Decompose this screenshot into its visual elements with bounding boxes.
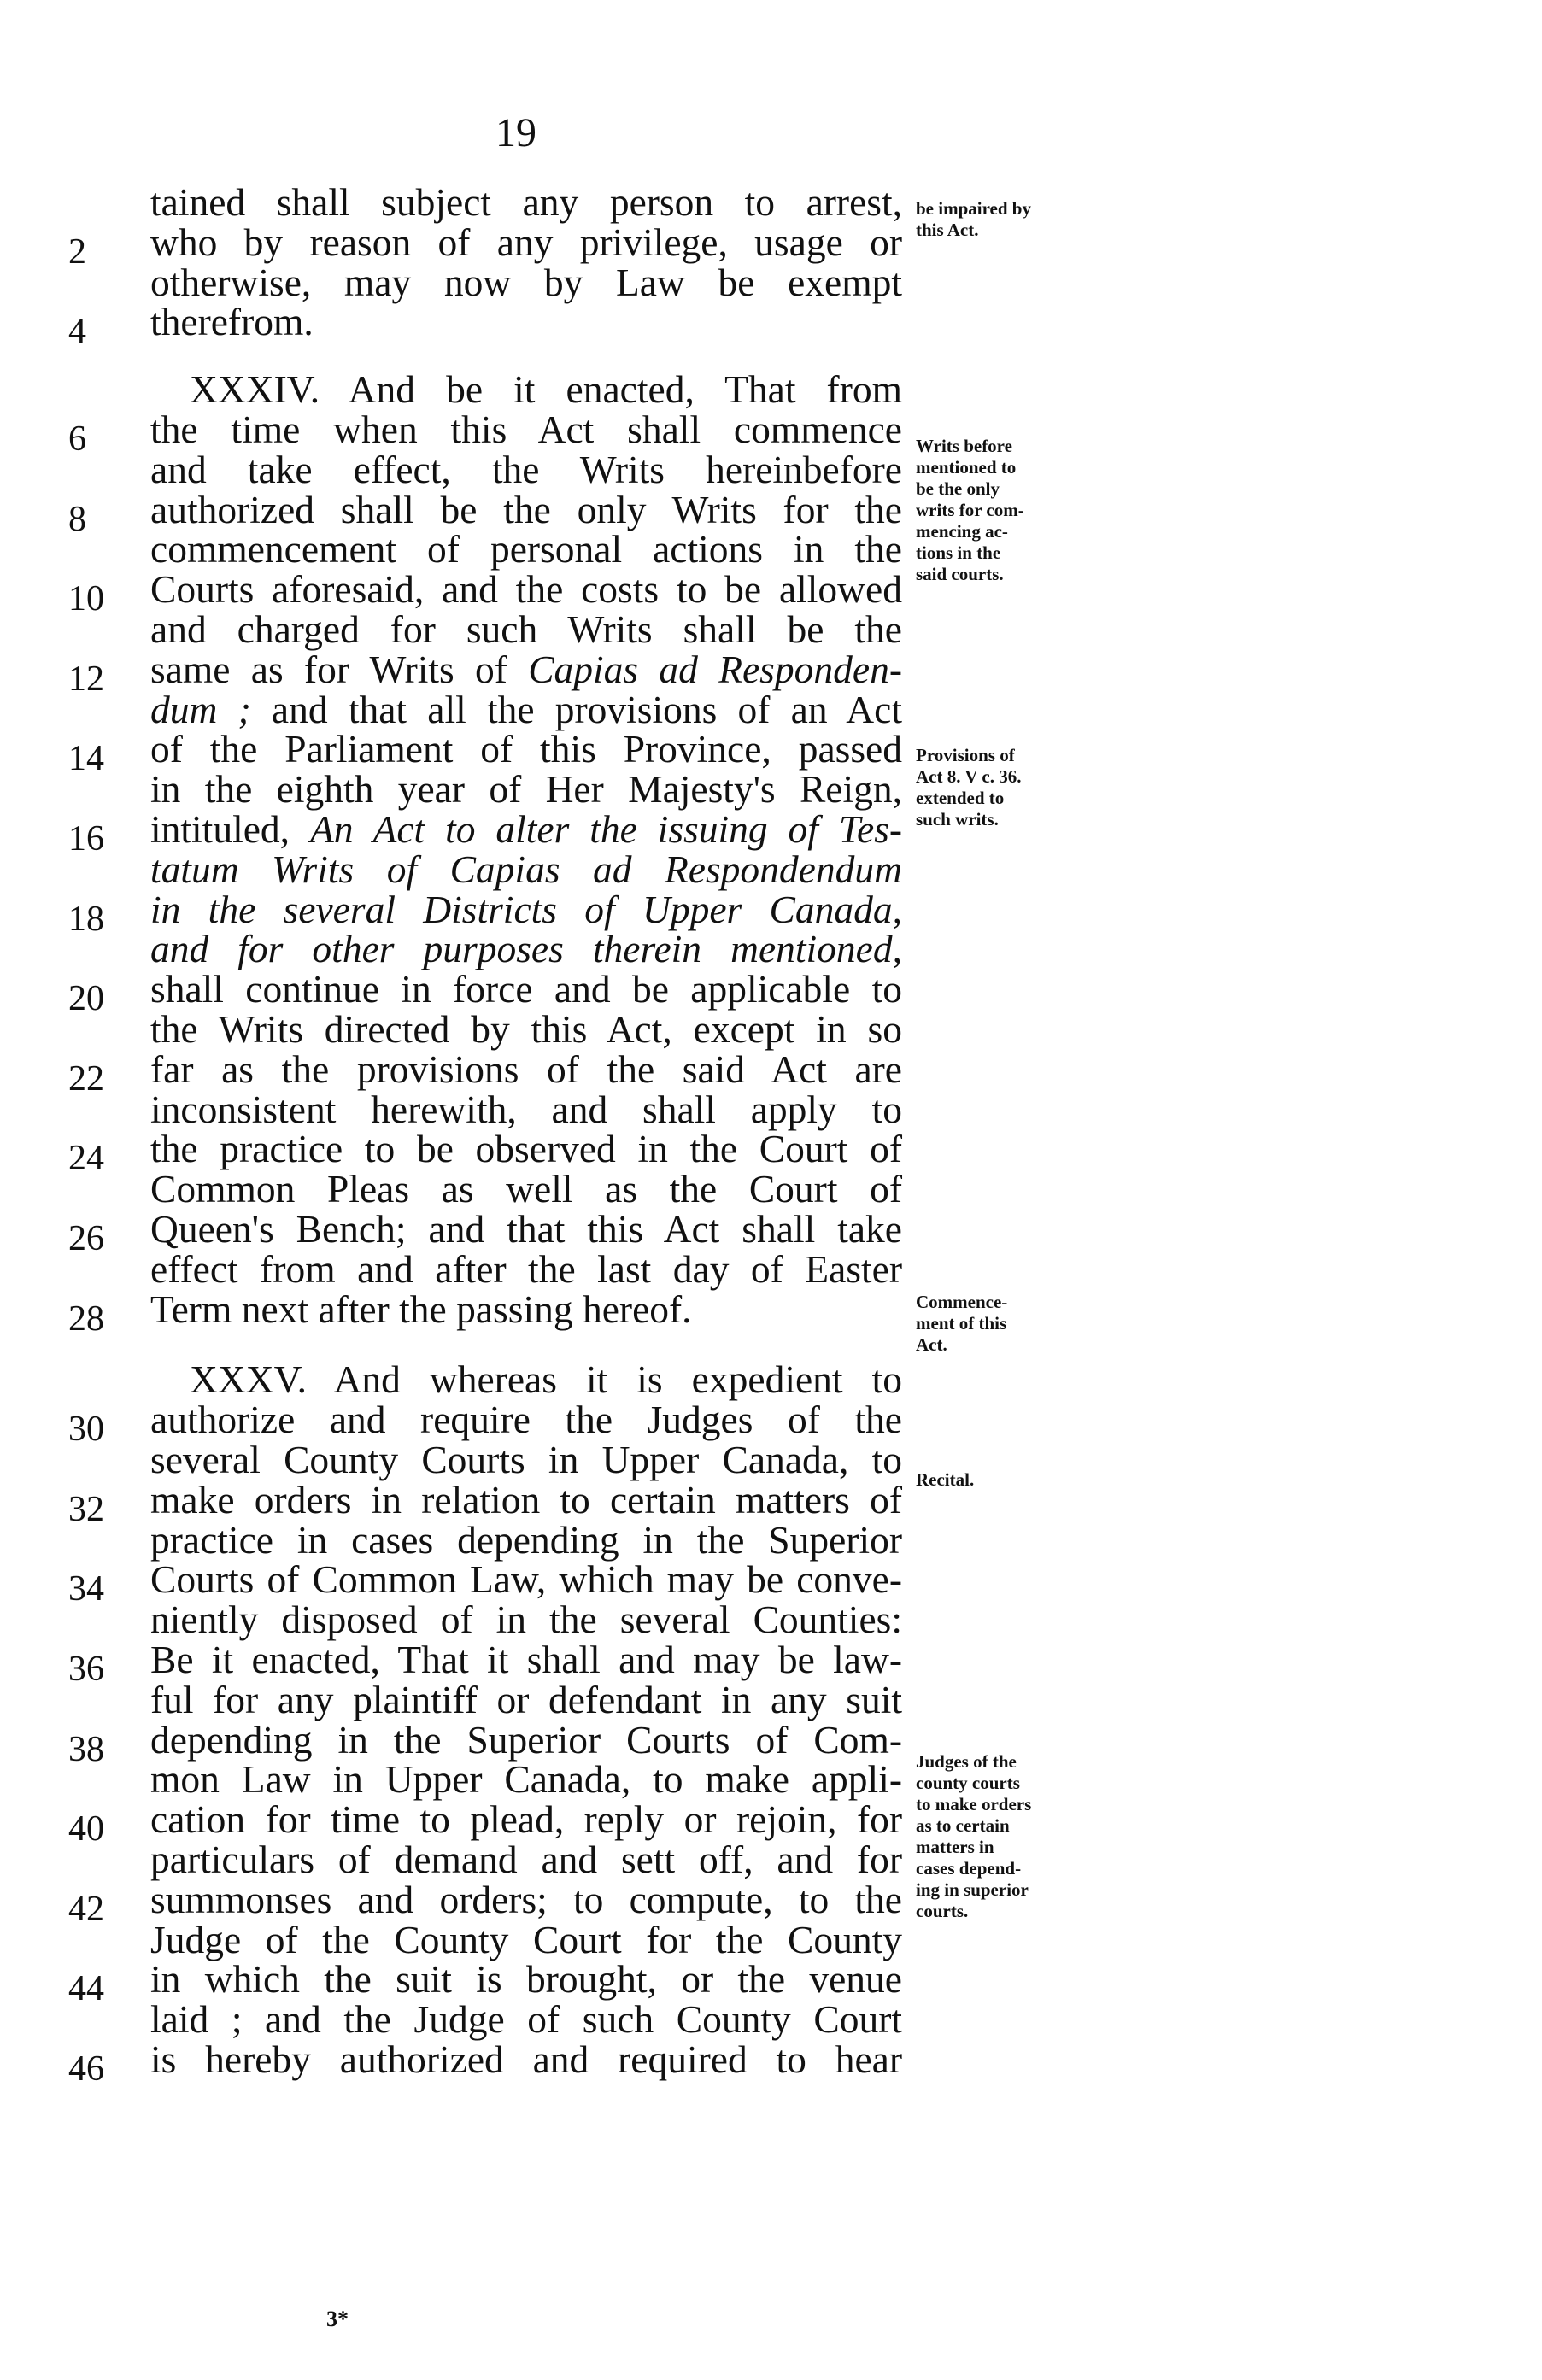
text-line: Be it enacted, That it shall and may be law- bbox=[150, 1638, 902, 1681]
text-line: XXXIV. And be it enacted, That from bbox=[190, 367, 902, 412]
margin-note bbox=[916, 436, 1024, 585]
text-line: mon Law in Upper Canada, to make appli- bbox=[150, 1757, 902, 1802]
line-number: 2 bbox=[68, 232, 86, 272]
margin-note-line: be impaired by bbox=[916, 198, 1031, 219]
text-line: authorized shall be the only Writs for the bbox=[150, 487, 902, 531]
text-line: Courts aforesaid, and the costs to be allowed bbox=[150, 567, 902, 612]
margin-note-line: Writs before bbox=[916, 436, 1012, 456]
margin-note-line: writs for com- bbox=[916, 500, 1024, 520]
margin-note-line: cases depend- bbox=[916, 1858, 1022, 1879]
margin-note-line: mencing ac- bbox=[916, 521, 1008, 542]
text-line: the practice to be observed in the Court of bbox=[150, 1127, 902, 1171]
line-number: 26 bbox=[68, 1219, 104, 1258]
margin-note-line: Judges of the bbox=[916, 1751, 1017, 1772]
text-line: particulars of demand and sett off, and for bbox=[150, 1838, 902, 1881]
line-number: 20 bbox=[68, 979, 104, 1019]
margin-note-line: Provisions of bbox=[916, 745, 1015, 765]
text-line: therefrom. bbox=[150, 300, 314, 344]
line-number: 10 bbox=[68, 579, 104, 619]
text-line: of the Parliament of this Province, passed bbox=[150, 727, 902, 771]
line-number: 44 bbox=[68, 1969, 104, 2009]
text-line: shall continue in force and be applicable to bbox=[150, 967, 902, 1011]
text-line: is hereby authorized and required to hear bbox=[150, 2037, 902, 2081]
text-line: and charged for such Writs shall be the bbox=[150, 607, 902, 651]
page-number: 19 bbox=[495, 110, 536, 155]
margin-note-line: ment of this bbox=[916, 1313, 1007, 1334]
text-line: and for other purposes therein mentioned, bbox=[150, 927, 902, 971]
text-line: tained shall subject any person to arrest, bbox=[150, 180, 902, 224]
text-line: the Writs directed by this Act, except in so bbox=[150, 1007, 902, 1051]
margin-note-line: Recital. bbox=[916, 1469, 975, 1490]
line-number: 4 bbox=[68, 312, 86, 352]
text-line: intituled, An Act to alter the issuing of Tes- bbox=[150, 807, 902, 851]
margin-note-line: Act 8. V c. 36. bbox=[916, 766, 1022, 787]
text-line: Courts of Common Law, which may be conve- bbox=[150, 1557, 902, 1602]
margin-note bbox=[916, 1292, 1007, 1356]
margin-note-line: said courts. bbox=[916, 564, 1004, 584]
text-line: the time when this Act shall commence bbox=[150, 407, 902, 451]
text-line: Term next after the passing hereof. bbox=[150, 1287, 692, 1331]
line-number: 18 bbox=[68, 899, 104, 939]
text-line: laid ; and the Judge of such County Court bbox=[150, 1997, 902, 2042]
margin-note-line: be the only bbox=[916, 478, 1000, 499]
text-line: make orders in relation to certain matters of bbox=[150, 1477, 902, 1521]
line-number: 8 bbox=[68, 499, 86, 539]
line-number: 16 bbox=[68, 819, 104, 859]
text-line: effect from and after the last day of Easter bbox=[150, 1246, 902, 1291]
margin-note bbox=[916, 1751, 1031, 1922]
line-number: 24 bbox=[68, 1139, 104, 1179]
margin-note-line: ing in superior bbox=[916, 1879, 1029, 1900]
margin-note bbox=[916, 745, 1021, 830]
margin-note-line: matters in bbox=[916, 1837, 994, 1857]
text-line: dum ; and that all the provisions of an Act bbox=[150, 687, 902, 731]
text-line: several County Courts in Upper Canada, to bbox=[150, 1438, 902, 1481]
text-line: XXXV. And whereas it is expedient to bbox=[190, 1357, 902, 1402]
margin-note-line: as to certain bbox=[916, 1815, 1010, 1836]
line-number: 22 bbox=[68, 1058, 104, 1099]
line-number: 14 bbox=[68, 739, 104, 779]
line-number: 12 bbox=[68, 659, 104, 699]
line-number: 36 bbox=[68, 1650, 104, 1689]
line-number: 34 bbox=[68, 1569, 104, 1609]
text-line: otherwise, may now by Law be exempt bbox=[150, 260, 902, 304]
text-line: in the eighth year of Her Majesty's Reign, bbox=[150, 767, 902, 812]
margin-note-line: tions in the bbox=[916, 542, 1001, 563]
margin-note bbox=[916, 198, 1031, 241]
line-number: 28 bbox=[68, 1298, 104, 1339]
text-line: in which the suit is brought, or the venue bbox=[150, 1957, 902, 2002]
line-number: 46 bbox=[68, 2049, 104, 2089]
margin-note-line: extended to bbox=[916, 788, 1005, 808]
text-line: ful for any plaintiff or defendant in any suit bbox=[150, 1677, 902, 1721]
text-line: cation for time to plead, reply or rejoin, for bbox=[150, 1797, 902, 1842]
text-line: same as for Writs of Capias ad Responden- bbox=[150, 647, 902, 691]
text-line: who by reason of any privilege, usage or bbox=[150, 220, 902, 264]
margin-note-line: courts. bbox=[916, 1901, 969, 1921]
line-number: 6 bbox=[68, 419, 86, 459]
text-line: Queen's Bench; and that this Act shall take bbox=[150, 1207, 902, 1251]
text-line: summonses and orders; to compute, to the bbox=[150, 1877, 902, 1921]
text-line: in the several Districts of Upper Canada, bbox=[150, 887, 902, 931]
text-line: depending in the Superior Courts of Com- bbox=[150, 1717, 902, 1762]
signature-mark: 3* bbox=[326, 2307, 349, 2331]
line-number: 40 bbox=[68, 1809, 104, 1849]
text-line: authorize and require the Judges of the bbox=[150, 1398, 902, 1442]
text-line: inconsistent herewith, and shall apply to bbox=[150, 1087, 902, 1131]
line-number: 42 bbox=[68, 1889, 104, 1929]
text-line: far as the provisions of the said Act are bbox=[150, 1046, 902, 1091]
margin-note-line: this Act. bbox=[916, 220, 979, 240]
margin-note bbox=[916, 1469, 974, 1491]
margin-note-line: such writs. bbox=[916, 809, 999, 829]
line-number: 32 bbox=[68, 1489, 104, 1529]
text-line: practice in cases depending in the Superior bbox=[150, 1517, 902, 1562]
margin-note-line: Act. bbox=[916, 1334, 947, 1355]
text-line: and take effect, the Writs hereinbefore bbox=[150, 447, 902, 491]
text-line: tatum Writs of Capias ad Respondendum bbox=[150, 847, 902, 891]
line-number: 30 bbox=[68, 1410, 104, 1450]
margin-note-line: mentioned to bbox=[916, 457, 1017, 478]
text-line: niently disposed of in the several Counties: bbox=[150, 1597, 902, 1642]
text-line: Common Pleas as well as the Court of bbox=[150, 1167, 902, 1211]
text-line: commencement of personal actions in the bbox=[150, 527, 902, 572]
margin-note-line: to make orders bbox=[916, 1794, 1032, 1814]
text-line: Judge of the County Court for the County bbox=[150, 1917, 902, 1961]
line-number: 38 bbox=[68, 1729, 104, 1769]
margin-note-line: county courts bbox=[916, 1773, 1020, 1793]
margin-note-line: Commence- bbox=[916, 1292, 1008, 1312]
